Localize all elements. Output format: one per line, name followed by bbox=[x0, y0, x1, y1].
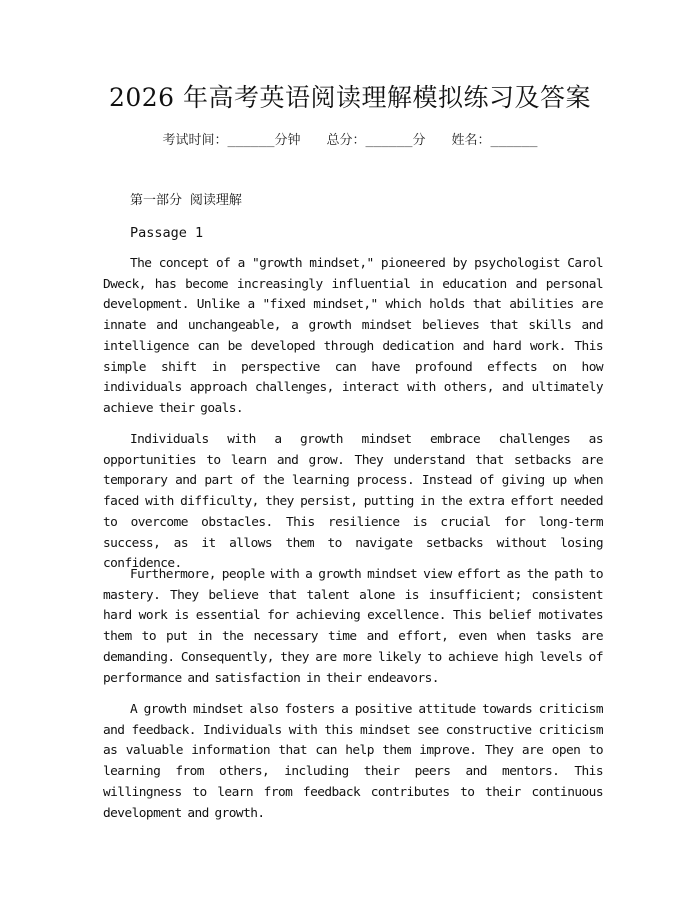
time-unit: 分钟 bbox=[274, 133, 301, 148]
paragraph-4: A growth mindset also fosters a positive attitude towards criticism and feedback. Individuals with this mindset see constructive criticism as valuable information that can help them improve. They are open to learning from others, including their peers and mentors. This willingness to learn from feedback contributes to their continuous development and growth. bbox=[103, 702, 603, 821]
name-blank: ______ bbox=[490, 133, 538, 148]
section-heading: 第一部分 阅读理解 bbox=[130, 193, 242, 208]
time-label: 考试时间： bbox=[162, 133, 228, 148]
paragraph-1: The concept of a "growth mindset," pioneered by psychologist Carol Dweck, has become increasingly influential in education and personal development. Unlike a "fixed mindset," which holds that abilities are innate and unchangeable, a growth mindset believes that skills and intelligence can be developed through dedication and hard work. This simple shift in perspective can have profound effects on how individuals approach challenges, interact with others, and ultimately achieve their goals. bbox=[103, 256, 603, 416]
name-label: 姓名： bbox=[451, 133, 491, 148]
paragraph-3: Furthermore, people with a growth mindset view effort as the path to mastery. They believe that talent alone is insufficient; consistent hard work is essential for achieving excellence. This belief motivates them to put in the necessary time and effort, even when tasks are demanding. Consequently, they are more likely to achieve high levels of performance and satisfaction in their endeavors. bbox=[103, 567, 603, 686]
score-blank: ______ bbox=[365, 133, 413, 148]
exam-info-line bbox=[0, 131, 700, 151]
page-title: 2026 年高考英语阅读理解模拟练习及答案 bbox=[108, 83, 592, 112]
paragraph-2: Individuals with a growth mindset embrace challenges as opportunities to learn and grow. They understand that setbacks are temporary and part of the learning process. Instead of giving up when faced with difficulty, they persist, putting in the extra effort needed to overcome obstacles. This resilience is crucial for long-term success, as it allows them to navigate setbacks without losing confidence. bbox=[103, 432, 603, 572]
passage-label: Passage 1 bbox=[130, 225, 204, 241]
time-blank: ______ bbox=[227, 133, 275, 148]
score-label: 总分： bbox=[326, 133, 366, 148]
score-unit: 分 bbox=[412, 133, 426, 148]
